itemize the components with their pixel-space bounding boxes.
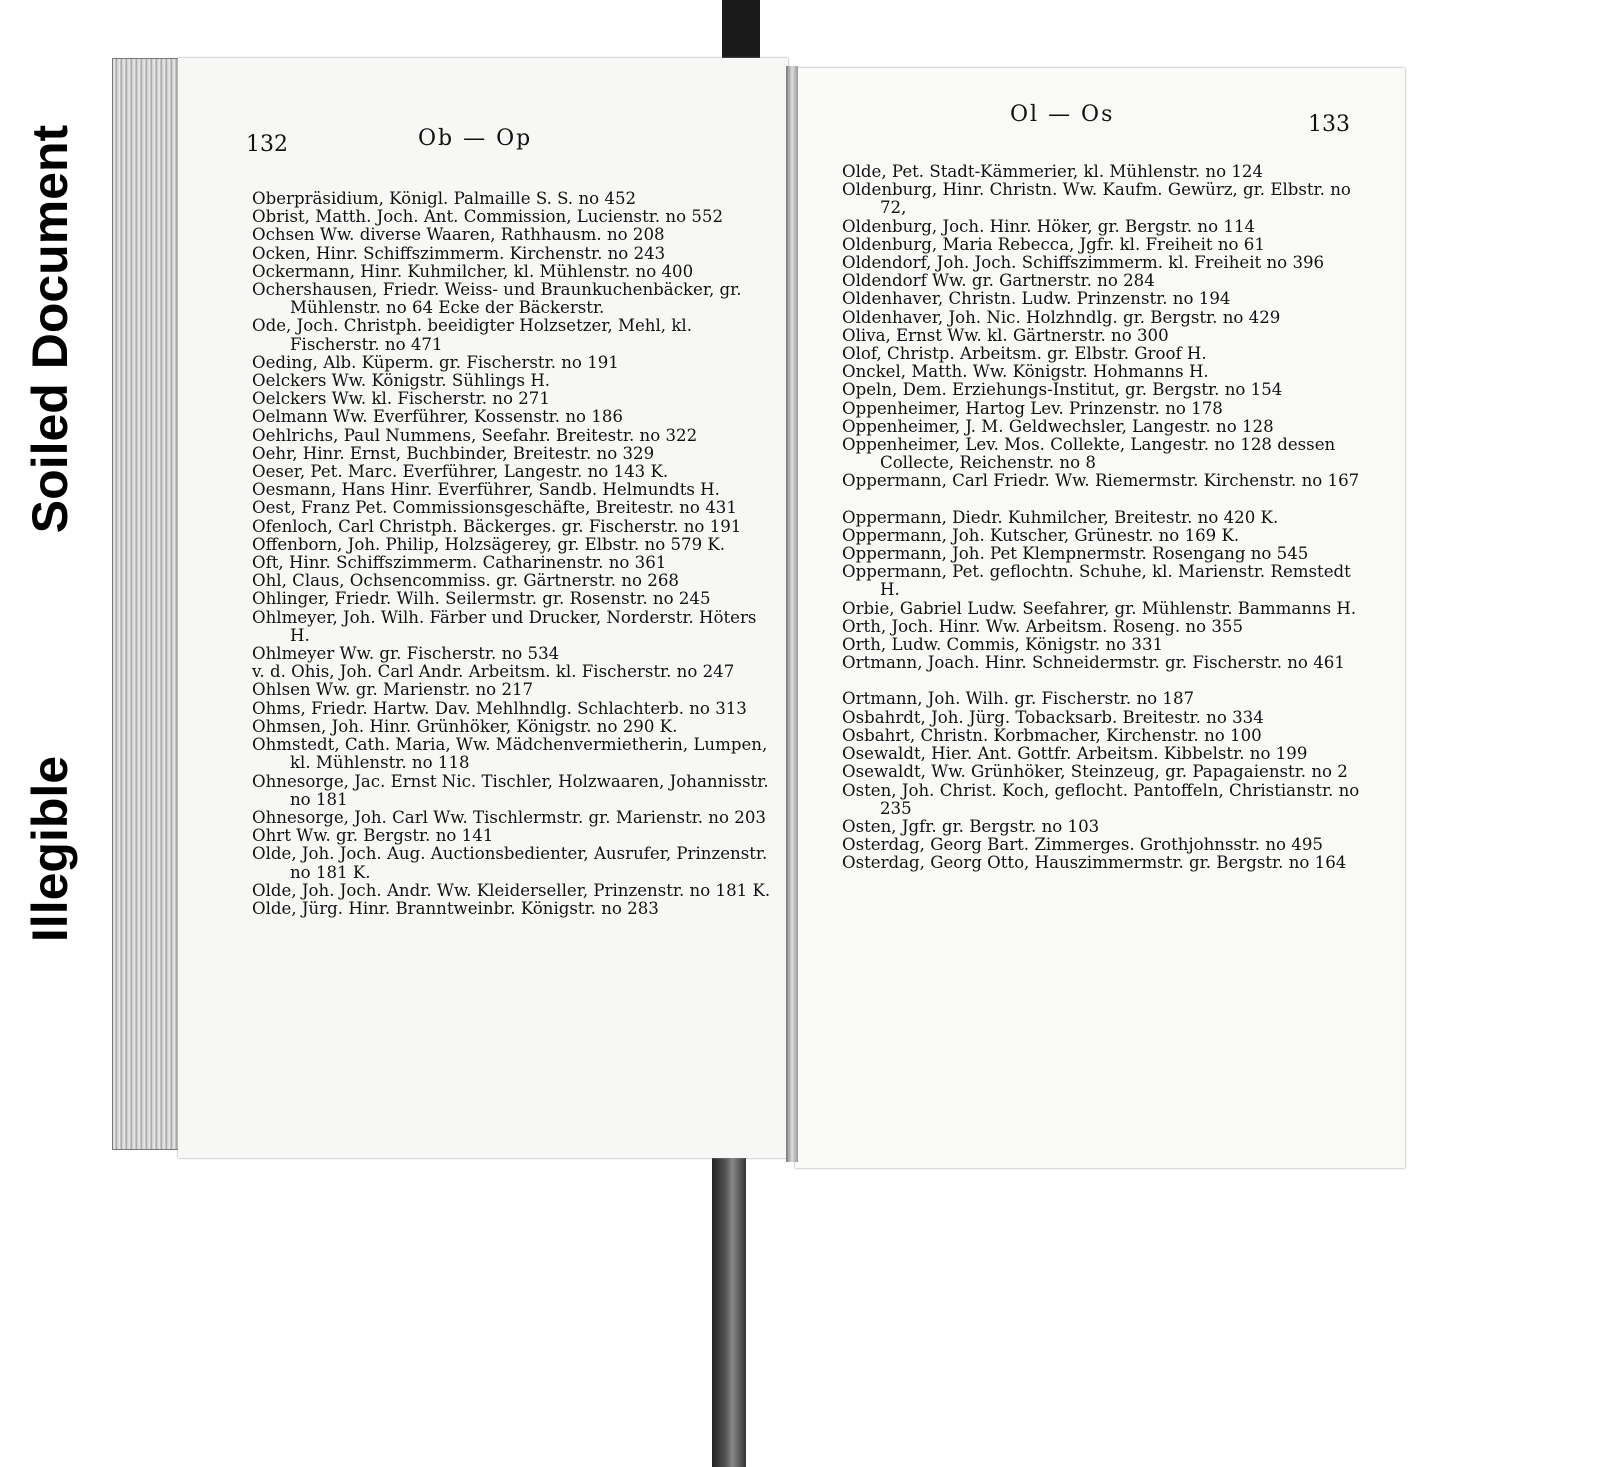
list-item: Offenborn, Joh. Philip, Holzsägerey, gr. Elbstr. no 579 K. — [252, 534, 726, 554]
list-item: Oelmann Ww. Everführer, Kossenstr. no 186 — [252, 407, 623, 427]
list-item: Ohnesorge, Jac. Ernst Nic. Tischler, Holzwaaren, Johannisstr. no 181 — [252, 771, 769, 809]
spine-top — [722, 0, 760, 66]
left-page-header: Ob — Op — [418, 126, 533, 151]
list-item: Osbahrt, Christn. Korbmacher, Kirchenstr. no 100 — [842, 725, 1262, 745]
list-item: Olde, Pet. Stadt-Kämmerier, kl. Mühlenstr. no 124 — [842, 162, 1264, 181]
list-item: Ochsen Ww. diverse Waaren, Rathhausm. no 208 — [252, 225, 665, 245]
list-item: Ohl, Claus, Ochsencommiss. gr. Gärtnerstr. no 268 — [252, 571, 679, 591]
spine-bottom — [712, 1150, 746, 1467]
list-item: Osewaldt, Ww. Grünhöker, Steinzeug, gr. Papagaienstr. no 2 — [842, 762, 1348, 782]
list-item: Oppenheimer, Hartog Lev. Prinzenstr. no 178 — [842, 398, 1223, 418]
right-page-header: Ol — Os — [1010, 102, 1115, 127]
list-item: Oehlrichs, Paul Nummens, Seefahr. Breitestr. no 322 — [252, 425, 698, 445]
list-item: Ohnesorge, Joh. Carl Ww. Tischlermstr. gr. Marienstr. no 203 — [252, 807, 766, 827]
list-item: Osten, Jgfr. gr. Bergstr. no 103 — [842, 816, 1100, 836]
list-item: Oest, Franz Pet. Commissionsgeschäfte, Breitestr. no 431 — [252, 498, 737, 518]
list-item: Oelckers Ww. Königstr. Sühlings H. — [252, 371, 551, 391]
list-item: Osbahrdt, Joh. Jürg. Tobacksarb. Breitestr. no 334 — [842, 707, 1264, 727]
book-page-edges — [112, 58, 186, 1150]
right-page-number: 133 — [1308, 112, 1350, 137]
left-entries-list — [252, 190, 772, 918]
list-item: Oelckers Ww. kl. Fischerstr. no 271 — [252, 389, 550, 409]
entry-gap — [842, 672, 1362, 690]
list-item: Ohrt Ww. gr. Bergstr. no 141 — [252, 826, 494, 846]
list-item: Oeding, Alb. Küperm. gr. Fischerstr. no 191 — [252, 352, 619, 372]
left-page-number: 132 — [246, 132, 288, 157]
illegible-label: Illegible — [22, 755, 78, 943]
list-item: Osten, Joh. Christ. Koch, geflocht. Pantoffeln, Christianstr. no 235 — [842, 780, 1360, 818]
list-item: Orbie, Gabriel Ludw. Seefahrer, gr. Mühlenstr. Bammanns H. — [842, 598, 1357, 618]
list-item: Ode, Joch. Christph. beeidigter Holzsetzer, Mehl, kl. Fischerstr. no 471 — [252, 316, 692, 354]
list-item: Ohmsen, Joh. Hinr. Grünhöker, Königstr. no 290 K. — [252, 716, 678, 736]
list-item: Ortmann, Joach. Hinr. Schneidermstr. gr. Fischerstr. no 461 — [842, 653, 1345, 673]
list-item: Ohlinger, Friedr. Wilh. Seilermstr. gr. Rosenstr. no 245 — [252, 589, 711, 609]
list-item: Oppermann, Diedr. Kuhmilcher, Breitestr. no 420 K. — [842, 507, 1279, 527]
list-item: Oldendorf, Joh. Joch. Schiffszimmerm. kl. Freiheit no 396 — [842, 253, 1325, 273]
list-item: Orth, Ludw. Commis, Königstr. no 331 — [842, 635, 1164, 655]
list-item: Ohlmeyer, Joh. Wilh. Färber und Drucker, Norderstr. Höters H. — [252, 607, 757, 645]
list-item: Olde, Joh. Joch. Andr. Ww. Kleiderseller, Prinzenstr. no 181 K. — [252, 880, 771, 900]
list-item: Opeln, Dem. Erziehungs-Institut, gr. Bergstr. no 154 — [842, 380, 1283, 400]
list-item: Olde, Joh. Joch. Aug. Auctionsbedienter, Ausrufer, Prinzenstr. no 181 K. — [252, 844, 768, 882]
list-item: Orth, Joch. Hinr. Ww. Arbeitsm. Roseng. no 355 — [842, 616, 1244, 636]
list-item: Oldenburg, Joch. Hinr. Höker, gr. Bergstr. no 114 — [842, 216, 1256, 236]
list-item: Osewaldt, Hier. Ant. Gottfr. Arbeitsm. Kibbelstr. no 199 — [842, 744, 1308, 764]
list-item: v. d. Ohis, Joh. Carl Andr. Arbeitsm. kl. Fischerstr. no 247 — [252, 662, 735, 682]
list-item: Olde, Jürg. Hinr. Branntweinbr. Königstr. no 283 — [252, 898, 659, 918]
list-item: Oppermann, Joh. Kutscher, Grünestr. no 169 K. — [842, 525, 1240, 545]
list-item: Oppermann, Joh. Pet Klempnermstr. Rosengang no 545 — [842, 544, 1309, 564]
list-item: Oeser, Pet. Marc. Everführer, Langestr. no 143 K. — [252, 462, 669, 482]
list-item: Oehr, Hinr. Ernst, Buchbinder, Breitestr. no 329 — [252, 443, 655, 463]
list-item: Ohms, Friedr. Hartw. Dav. Mehlhndlg. Schlachterb. no 313 — [252, 698, 747, 718]
list-item: Oesmann, Hans Hinr. Everführer, Sandb. Helmundts H. — [252, 480, 720, 500]
list-item: Olof, Christp. Arbeitsm. gr. Elbstr. Groof H. — [842, 344, 1207, 364]
list-item: Ochershausen, Friedr. Weiss- und Braunkuchenbäcker, gr. Mühlenstr. no 64 Ecke der Bäckerstr. — [252, 280, 742, 318]
list-item: Oppenheimer, Lev. Mos. Collekte, Langestr. no 128 dessen Collecte, Reichenstr. no 8 — [842, 435, 1336, 473]
list-item: Obrist, Matth. Joch. Ant. Commission, Lucienstr. no 552 — [252, 207, 724, 227]
list-item: Osterdag, Georg Bart. Zimmerges. Grothjohnsstr. no 495 — [842, 835, 1323, 855]
list-item: Oppermann, Pet. geflochtn. Schuhe, kl. Marienstr. Remstedt H. — [842, 562, 1351, 600]
soiled-document-label: Soiled Document — [22, 124, 78, 534]
entry-gap — [842, 491, 1362, 509]
list-item: Oldendorf Ww. gr. Gartnerstr. no 284 — [842, 271, 1155, 291]
list-item: Ohlsen Ww. gr. Marienstr. no 217 — [252, 680, 534, 700]
list-item: Oliva, Ernst Ww. kl. Gärtnerstr. no 300 — [842, 325, 1169, 345]
list-item: Ofenloch, Carl Christph. Bäckerges. gr. Fischerstr. no 191 — [252, 516, 742, 536]
list-item: Oldenhaver, Joh. Nic. Holzhndlg. gr. Bergstr. no 429 — [842, 307, 1281, 327]
right-entries-list — [842, 163, 1362, 873]
list-item: Oppermann, Carl Friedr. Ww. Riemermstr. Kirchenstr. no 167 — [842, 471, 1360, 491]
list-item: Oldenhaver, Christn. Ludw. Prinzenstr. no 194 — [842, 289, 1231, 309]
list-item: Osterdag, Georg Otto, Hauszimmermstr. gr. Bergstr. no 164 — [842, 853, 1347, 873]
list-item: Oberpräsidium, Königl. Palmaille S. S. no 452 — [252, 189, 637, 208]
list-item: Ocken, Hinr. Schiffszimmerm. Kirchenstr. no 243 — [252, 243, 666, 263]
list-item: Ohlmeyer Ww. gr. Fischerstr. no 534 — [252, 644, 560, 664]
list-item: Oft, Hinr. Schiffszimmerm. Catharinenstr. no 361 — [252, 553, 667, 573]
book-gutter — [786, 66, 798, 1162]
list-item: Oppenheimer, J. M. Geldwechsler, Langestr. no 128 — [842, 416, 1274, 436]
list-item: Oldenburg, Maria Rebecca, Jgfr. kl. Freiheit no 61 — [842, 234, 1265, 254]
list-item: Oldenburg, Hinr. Christn. Ww. Kaufm. Gewürz, gr. Elbstr. no 72, — [842, 180, 1351, 218]
side-label-panel — [0, 0, 100, 1120]
list-item: Ohmstedt, Cath. Maria, Ww. Mädchenvermietherin, Lumpen, kl. Mühlenstr. no 118 — [252, 735, 768, 773]
list-item: Ockermann, Hinr. Kuhmilcher, kl. Mühlenstr. no 400 — [252, 261, 694, 281]
list-item: Onckel, Matth. Ww. Königstr. Hohmanns H. — [842, 362, 1209, 382]
list-item: Ortmann, Joh. Wilh. gr. Fischerstr. no 187 — [842, 689, 1195, 709]
